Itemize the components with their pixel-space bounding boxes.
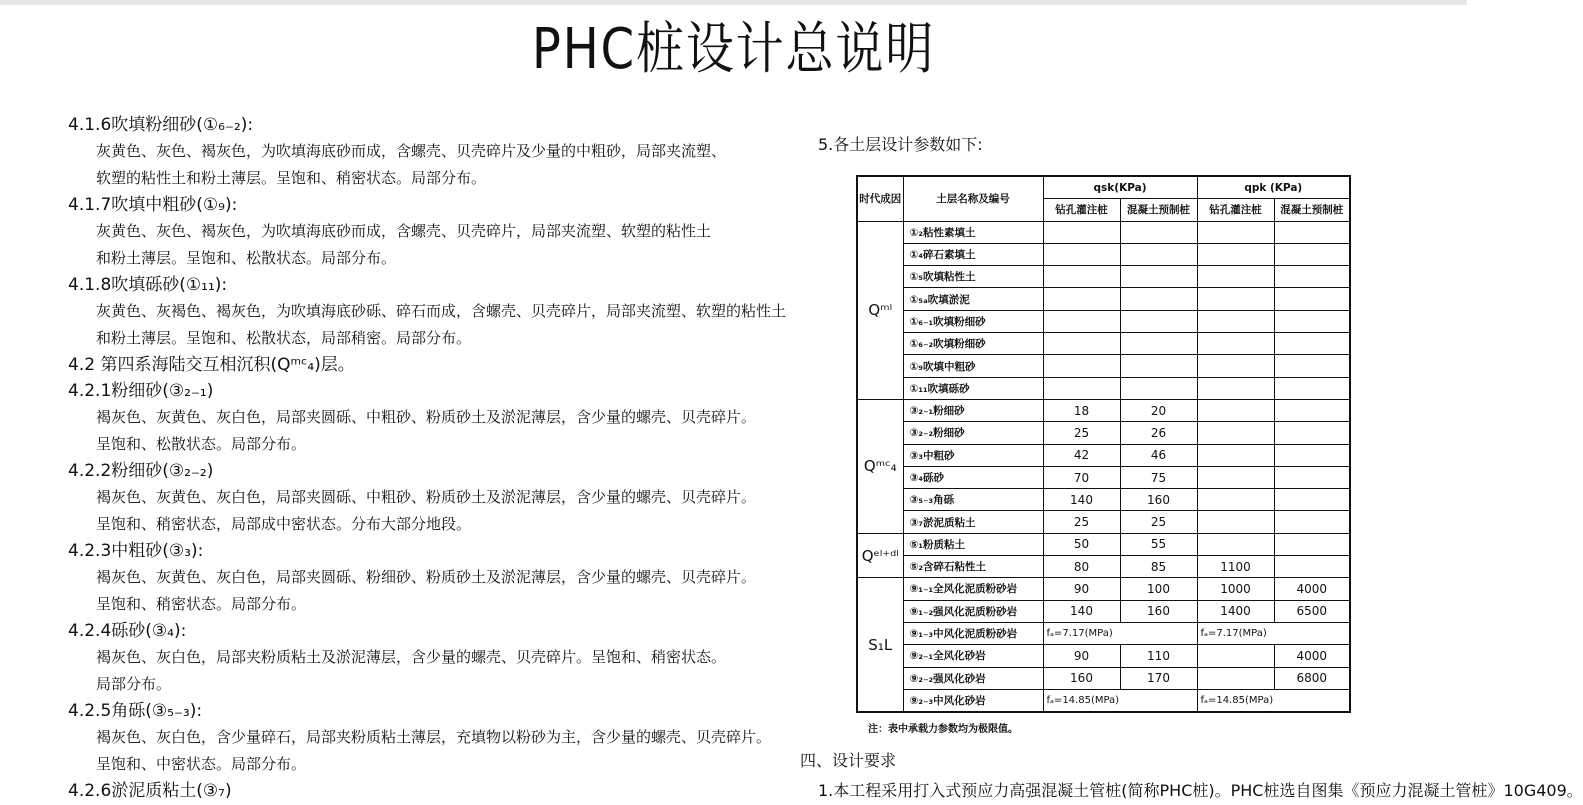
header-qsk: qsk(KPa) xyxy=(1043,176,1197,199)
layer-name-cell: ⑨₂₋₁全风化砂岩 xyxy=(903,645,1043,667)
value-cell xyxy=(1197,266,1274,288)
value-cell: 75 xyxy=(1120,466,1197,488)
section-text-line: 褐灰色、灰白色，含少量碎石，局部夹粉质粘土薄层，充填物以粉砂为主，含少量的螺壳、贝壳碎片。 xyxy=(96,728,772,746)
value-cell xyxy=(1197,466,1274,488)
value-cell xyxy=(1274,444,1350,466)
value-cell xyxy=(1120,355,1197,377)
value-cell: 25 xyxy=(1120,511,1197,533)
value-cell xyxy=(1197,243,1274,265)
table-row xyxy=(857,622,1350,644)
value-cell: 110 xyxy=(1120,645,1197,667)
layer-name-cell: ①₂粘性素填土 xyxy=(903,221,1043,243)
value-cell: 50 xyxy=(1043,533,1120,555)
value-cell xyxy=(1274,556,1350,578)
table-row xyxy=(857,578,1350,600)
layer-name-cell: ⑤₂含碎石粘性土 xyxy=(903,556,1043,578)
value-cell xyxy=(1043,288,1120,310)
section-text-line: 和粉土薄层。呈饱和、松散状态，局部稍密。局部分布。 xyxy=(96,329,472,347)
value-cell xyxy=(1120,266,1197,288)
layer-name-cell: ⑨₂₋₂强风化砂岩 xyxy=(903,667,1043,689)
section-heading: 4.2.6淤泥质粘土(③₇) xyxy=(68,781,232,801)
value-cell: 85 xyxy=(1120,556,1197,578)
value-cell: 1400 xyxy=(1197,600,1274,622)
layer-name-cell: ③₇淤泥质粘土 xyxy=(903,511,1043,533)
qsk-span-cell: fₐ=7.17(MPa) xyxy=(1043,622,1197,644)
section-text-line: 呈饱和、松散状态。局部分布。 xyxy=(96,435,307,453)
value-cell: 160 xyxy=(1120,600,1197,622)
soil-parameter-table-wrapper xyxy=(856,175,1349,708)
section-heading: 4.2 第四系海陆交互相沉积(Qᵐᶜ₄)层。 xyxy=(68,355,355,375)
layer-name-cell: ①₅吹填粘性土 xyxy=(903,266,1043,288)
value-cell xyxy=(1274,489,1350,511)
period-cell: Qᵉˡ⁺ᵈˡ xyxy=(857,533,903,578)
table-note: 注：表中承载力参数均为极限值。 xyxy=(868,724,1018,735)
value-cell xyxy=(1043,266,1120,288)
value-cell xyxy=(1274,288,1350,310)
section-heading: 4.2.4砾砂(③₄): xyxy=(68,621,187,641)
value-cell xyxy=(1197,377,1274,399)
value-cell: 26 xyxy=(1120,422,1197,444)
value-cell: 1100 xyxy=(1197,556,1274,578)
section-text-line: 褐灰色、灰白色，局部夹粉质粘土及淤泥薄层，含少量的螺壳、贝壳碎片。呈饱和、稍密状态。 xyxy=(96,648,727,666)
value-cell xyxy=(1197,288,1274,310)
value-cell: 4000 xyxy=(1274,645,1350,667)
value-cell xyxy=(1274,422,1350,444)
value-cell: 46 xyxy=(1120,444,1197,466)
value-cell xyxy=(1120,333,1197,355)
value-cell xyxy=(1197,399,1274,421)
section-heading: 4.1.7吹填中粗砂(①₉): xyxy=(68,195,238,215)
value-cell xyxy=(1043,310,1120,332)
value-cell xyxy=(1197,645,1274,667)
layer-name-cell: ①₅ₐ吹填淤泥 xyxy=(903,288,1043,310)
value-cell xyxy=(1274,355,1350,377)
value-cell: 6500 xyxy=(1274,600,1350,622)
value-cell xyxy=(1197,422,1274,444)
table-row xyxy=(857,533,1350,555)
qpk-span-cell: fₐ=14.85(MPa) xyxy=(1197,689,1350,712)
section-heading: 4.1.8吹填砾砂(①₁₁): xyxy=(68,275,228,295)
table-row xyxy=(857,377,1350,399)
section-text-line: 局部分布。 xyxy=(96,675,172,693)
value-cell: 70 xyxy=(1043,466,1120,488)
value-cell xyxy=(1274,266,1350,288)
header-qsk-drill: 钻孔灌注桩 xyxy=(1043,199,1120,221)
value-cell xyxy=(1274,243,1350,265)
value-cell: 160 xyxy=(1120,489,1197,511)
value-cell xyxy=(1043,355,1120,377)
header-qpk: qpk (KPa) xyxy=(1197,176,1350,199)
table-row xyxy=(857,333,1350,355)
layer-name-cell: ①₄碎石素填土 xyxy=(903,243,1043,265)
section-text-line: 褐灰色、灰黄色、灰白色，局部夹圆砾、中粗砂、粉质砂土及淤泥薄层，含少量的螺壳、贝壳碎片。 xyxy=(96,488,757,506)
value-cell: 90 xyxy=(1043,645,1120,667)
value-cell xyxy=(1043,221,1120,243)
header-layer: 土层名称及编号 xyxy=(903,176,1043,221)
value-cell: 20 xyxy=(1120,399,1197,421)
layer-name-cell: ①₆₋₁吹填粉细砂 xyxy=(903,310,1043,332)
value-cell xyxy=(1274,221,1350,243)
value-cell xyxy=(1197,667,1274,689)
section-heading: 4.2.2粉细砂(③₂₋₂) xyxy=(68,461,214,481)
value-cell xyxy=(1197,221,1274,243)
layer-name-cell: ⑨₂₋₃中风化砂岩 xyxy=(903,689,1043,712)
value-cell: 42 xyxy=(1043,444,1120,466)
value-cell xyxy=(1274,533,1350,555)
layer-name-cell: ⑨₁₋₂强风化泥质粉砂岩 xyxy=(903,600,1043,622)
value-cell xyxy=(1120,221,1197,243)
value-cell: 25 xyxy=(1043,511,1120,533)
value-cell: 55 xyxy=(1120,533,1197,555)
layer-name-cell: ⑨₁₋₃中风化泥质粉砂岩 xyxy=(903,622,1043,644)
table-row xyxy=(857,399,1350,421)
layer-name-cell: ③₅₋₃角砾 xyxy=(903,489,1043,511)
value-cell xyxy=(1274,310,1350,332)
value-cell xyxy=(1043,333,1120,355)
table-heading: 5.各土层设计参数如下: xyxy=(818,135,983,154)
value-cell xyxy=(1043,377,1120,399)
value-cell: 140 xyxy=(1043,600,1120,622)
table-row xyxy=(857,667,1350,689)
value-cell xyxy=(1043,243,1120,265)
requirement-1: 1.本工程采用打入式预应力高强混凝土管桩(简称PHC桩)。PHC桩选自图集《预应力混凝土管桩》10G409。 xyxy=(818,781,1583,800)
value-cell: 80 xyxy=(1043,556,1120,578)
value-cell xyxy=(1197,310,1274,332)
table-row xyxy=(857,288,1350,310)
section-text-line: 褐灰色、灰黄色、灰白色，局部夹圆砾、粉细砂、粉质砂土及淤泥薄层，含少量的螺壳、贝壳碎片。 xyxy=(96,568,757,586)
value-cell xyxy=(1120,243,1197,265)
value-cell xyxy=(1274,333,1350,355)
value-cell xyxy=(1120,288,1197,310)
layer-name-cell: ③₂₋₂粉细砂 xyxy=(903,422,1043,444)
value-cell: 4000 xyxy=(1274,578,1350,600)
section-heading: 4.2.1粉细砂(③₂₋₁) xyxy=(68,381,214,401)
layer-name-cell: ①₆₋₂吹填粉细砂 xyxy=(903,333,1043,355)
section-text-line: 软塑的粘性土和粉土薄层。呈饱和、稍密状态。局部分布。 xyxy=(96,169,487,187)
section-heading: 4.2.5角砾(③₅₋₃): xyxy=(68,701,203,721)
value-cell xyxy=(1120,310,1197,332)
section-text-line: 褐灰色、灰黄色、灰白色，局部夹圆砾、中粗砂、粉质砂土及淤泥薄层，含少量的螺壳、贝壳碎片。 xyxy=(96,408,757,426)
value-cell: 160 xyxy=(1043,667,1120,689)
value-cell xyxy=(1197,489,1274,511)
period-cell: Qᵐˡ xyxy=(857,221,903,399)
section-text-line: 灰黄色、灰褐色、褐灰色，为吹填海底砂砾、碎石而成，含螺壳、贝壳碎片，局部夹流塑、软塑的粘性土 xyxy=(96,302,787,320)
value-cell xyxy=(1120,377,1197,399)
section-text-line: 灰黄色、灰色、褐灰色，为吹填海底砂而成，含螺壳、贝壳碎片及少量的中粗砂，局部夹流塑、 xyxy=(96,142,727,160)
value-cell xyxy=(1274,511,1350,533)
header-qpk-precast: 混凝土预制桩 xyxy=(1274,199,1350,221)
value-cell: 1000 xyxy=(1197,578,1274,600)
section-4-title: 四、设计要求 xyxy=(800,751,897,770)
section-text-line: 呈饱和、稍密状态，局部成中密状态。分布大部分地段。 xyxy=(96,515,472,533)
table-row xyxy=(857,511,1350,533)
period-cell: S₁L xyxy=(857,578,903,712)
table-row xyxy=(857,489,1350,511)
section-heading: 4.2.3中粗砂(③₃): xyxy=(68,541,204,561)
header-period: 时代成因 xyxy=(857,176,903,221)
layer-name-cell: ⑤₁粉质粘土 xyxy=(903,533,1043,555)
table-row xyxy=(857,600,1350,622)
soil-description-column xyxy=(68,112,787,804)
qsk-span-cell: fₐ=14.85(MPa) xyxy=(1043,689,1197,712)
value-cell: 25 xyxy=(1043,422,1120,444)
value-cell xyxy=(1197,333,1274,355)
value-cell xyxy=(1274,377,1350,399)
table-row xyxy=(857,444,1350,466)
header-qpk-drill: 钻孔灌注桩 xyxy=(1197,199,1274,221)
layer-name-cell: ①₁₁吹填砾砂 xyxy=(903,377,1043,399)
table-row xyxy=(857,310,1350,332)
section-text-line: 呈饱和、稍密状态。局部分布。 xyxy=(96,595,307,613)
table-row xyxy=(857,466,1350,488)
qpk-span-cell: fₐ=7.17(MPa) xyxy=(1197,622,1350,644)
section-heading: 4.1.6吹填粉细砂(①₆₋₂): xyxy=(68,115,254,135)
value-cell: 170 xyxy=(1120,667,1197,689)
value-cell xyxy=(1197,355,1274,377)
value-cell xyxy=(1274,466,1350,488)
value-cell xyxy=(1197,533,1274,555)
table-row xyxy=(857,243,1350,265)
value-cell: 140 xyxy=(1043,489,1120,511)
layer-name-cell: ①₉吹填中粗砂 xyxy=(903,355,1043,377)
value-cell xyxy=(1197,444,1274,466)
top-border xyxy=(0,0,1467,5)
section-text-line: 灰黄色、灰色、褐灰色，为吹填海底砂而成，含螺壳、贝壳碎片，局部夹流塑、软塑的粘性土 xyxy=(96,222,712,240)
page-title: PHC桩设计总说明 xyxy=(531,17,936,82)
layer-name-cell: ③₄砾砂 xyxy=(903,466,1043,488)
value-cell: 100 xyxy=(1120,578,1197,600)
layer-name-cell: ③₂₋₁粉细砂 xyxy=(903,399,1043,421)
table-row xyxy=(857,556,1350,578)
value-cell: 6800 xyxy=(1274,667,1350,689)
table-row xyxy=(857,221,1350,243)
value-cell xyxy=(1274,399,1350,421)
layer-name-cell: ③₃中粗砂 xyxy=(903,444,1043,466)
value-cell xyxy=(1197,511,1274,533)
table-row xyxy=(857,355,1350,377)
header-qsk-precast: 混凝土预制桩 xyxy=(1120,199,1197,221)
table-row xyxy=(857,266,1350,288)
table-row xyxy=(857,645,1350,667)
layer-name-cell: ⑨₁₋₁全风化泥质粉砂岩 xyxy=(903,578,1043,600)
section-text-line: 呈饱和、中密状态。局部分布。 xyxy=(96,755,307,773)
table-body xyxy=(857,221,1350,712)
soil-parameter-table xyxy=(856,175,1351,713)
table-row xyxy=(857,422,1350,444)
period-cell: Qᵐᶜ₄ xyxy=(857,399,903,533)
value-cell: 90 xyxy=(1043,578,1120,600)
table-row xyxy=(857,689,1350,712)
value-cell: 18 xyxy=(1043,399,1120,421)
section-text-line: 和粉土薄层。呈饱和、松散状态。局部分布。 xyxy=(96,249,397,267)
